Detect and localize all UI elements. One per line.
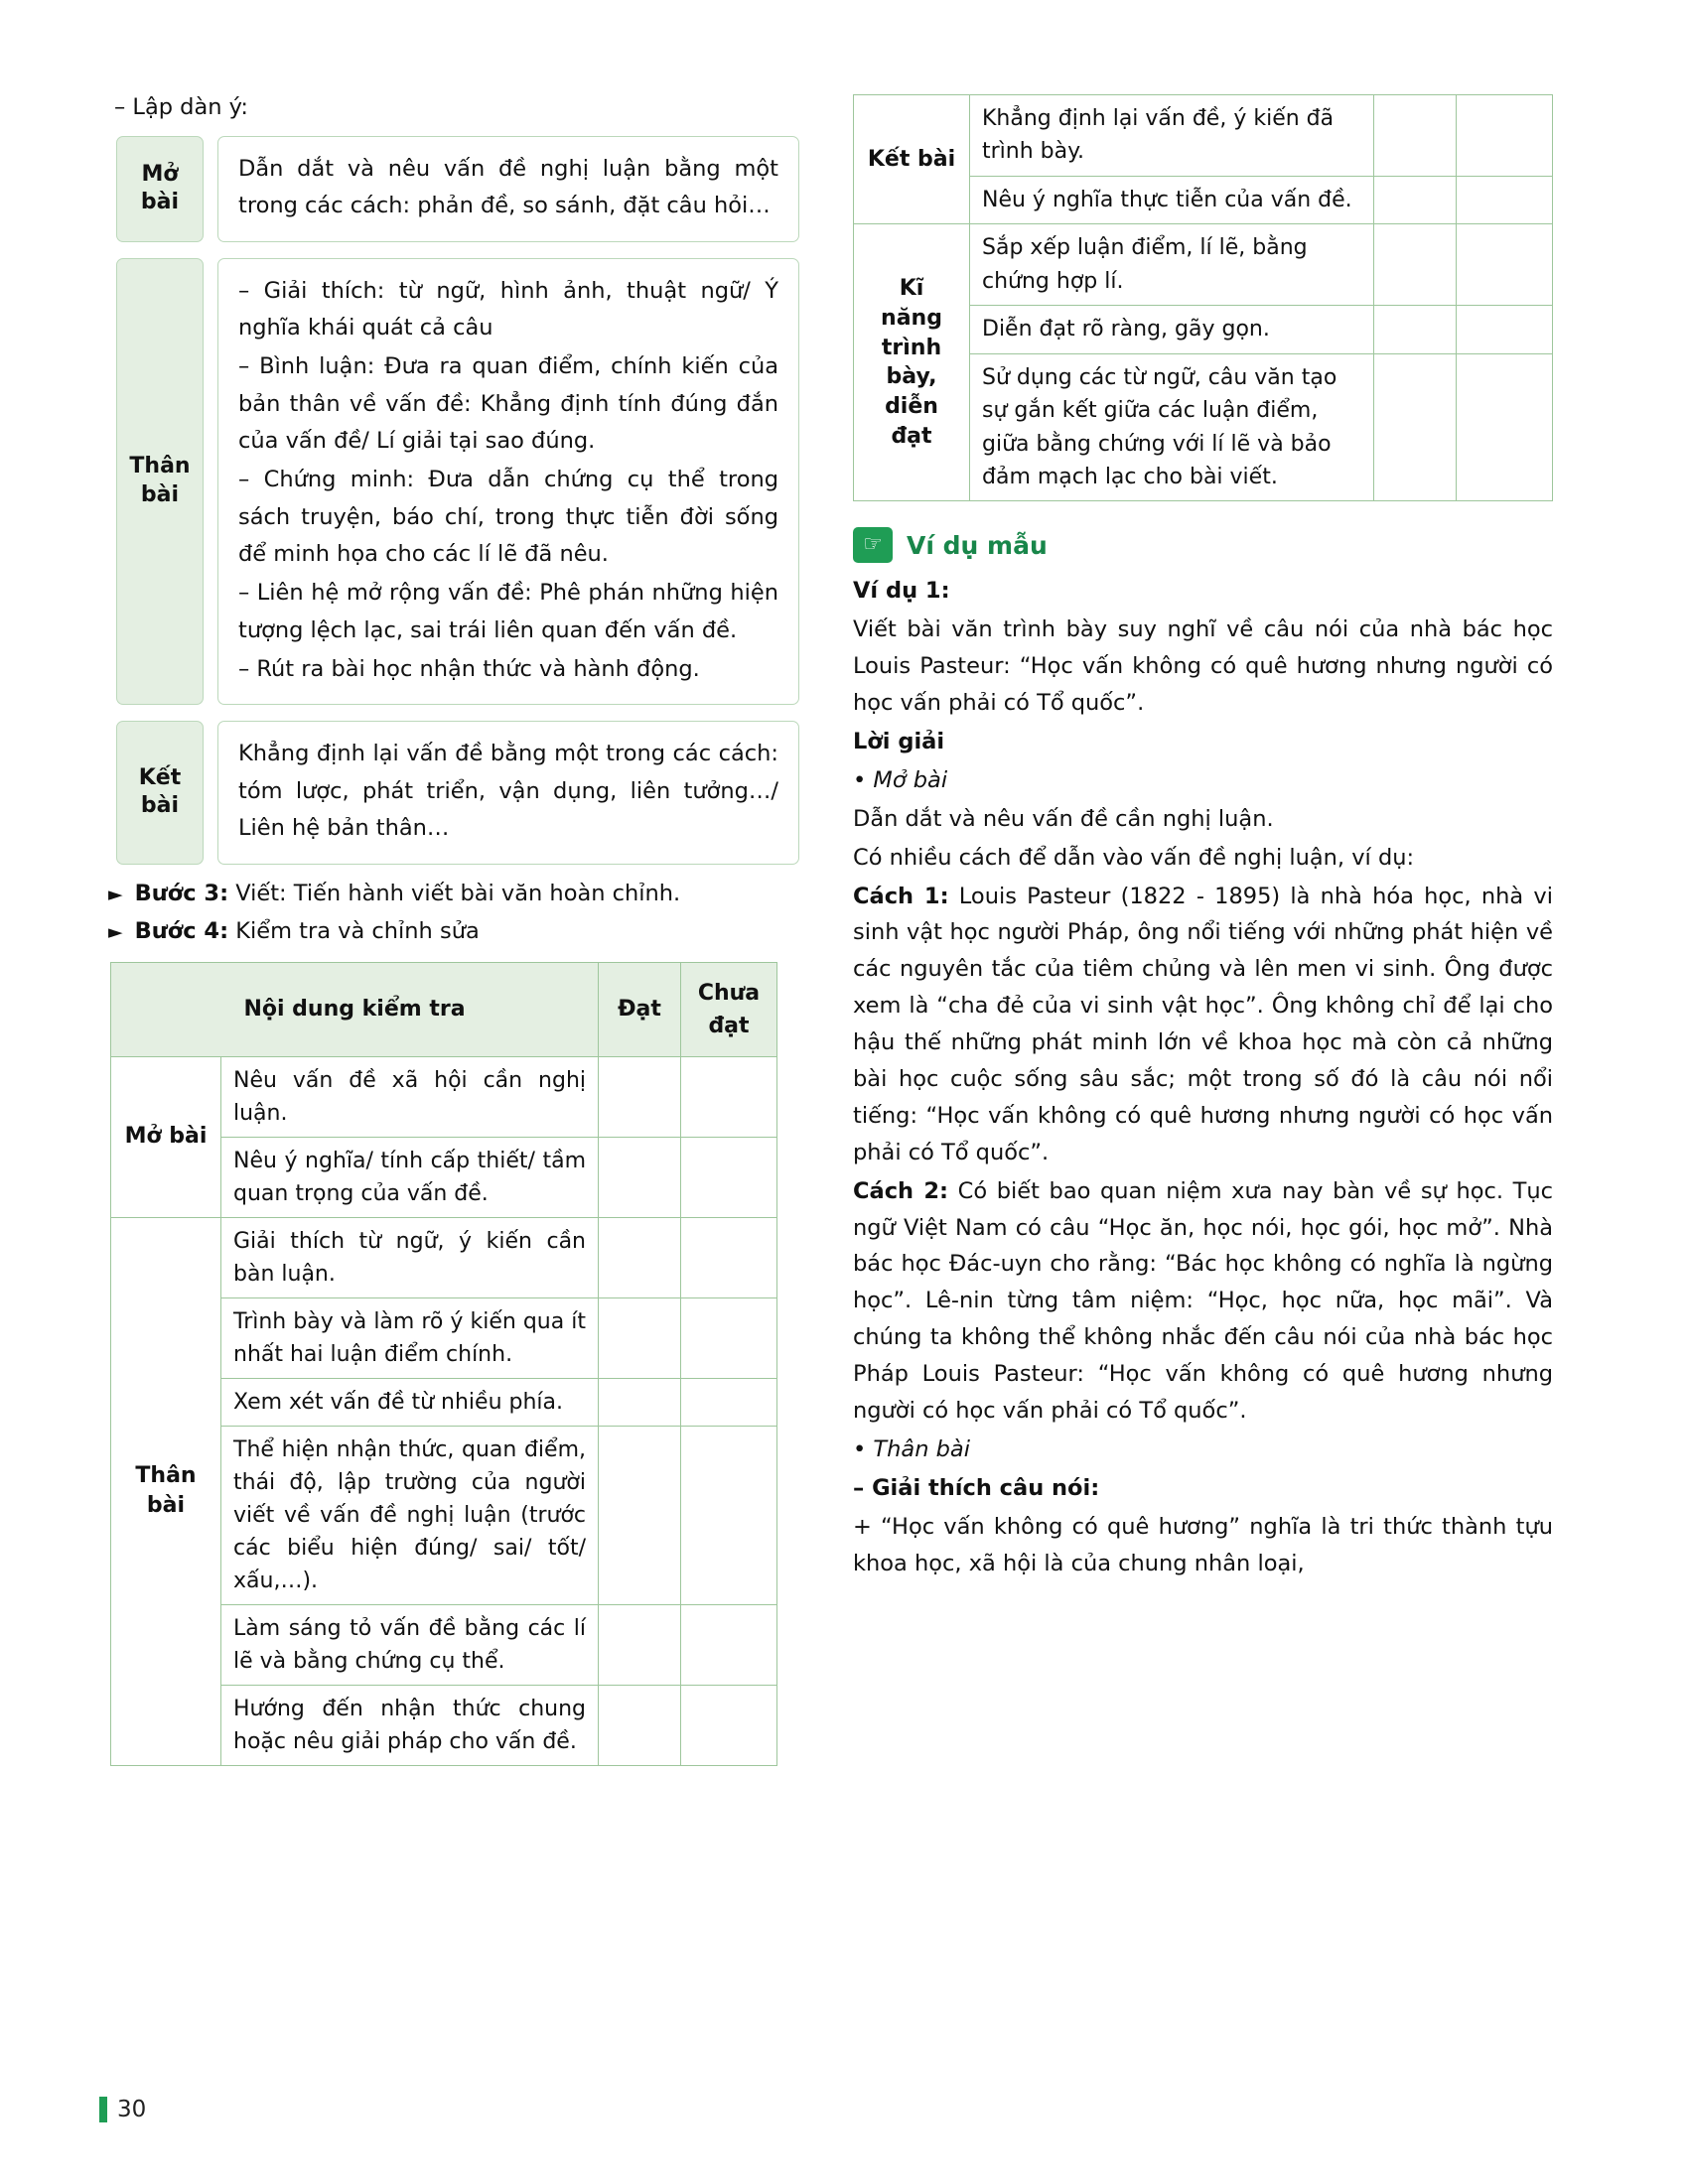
step-4 — [104, 918, 799, 944]
checkbox-fail[interactable] — [1457, 306, 1553, 353]
approach-2-text: Có biết bao quan niệm xưa nay bàn về sự học. Tục ngữ Việt Nam có câu “Học ăn, học nói, học gói, học mở”. Nhà bác học Đác-uyn cho rằng: “Bác học không có nghĩa là ngừng học”. Lê-nin từng tâm niệm: “Học, học nữa, học mãi”. Và chúng ta không thể không nhắc đến câu nói của nhà bác học Pháp Louis Pasteur: “Học vấn không có quê hương nhưng người có học vấn phải có Tổ quốc”. — [853, 1177, 1553, 1424]
outline-line: – Bình luận: Đưa ra quan điểm, chính kiến của bản thân về vấn đề: Khẳng định tính đúng đắn của vấn đề/ Lí giải tại sao đúng. — [238, 353, 778, 455]
outline-line: – Rút ra bài học nhận thức và hành động. — [238, 656, 700, 683]
page-number-value: 30 — [117, 2097, 147, 2122]
triangle-bullet-icon: ► — [108, 883, 123, 905]
approach-2-label: Cách 2: — [853, 1177, 949, 1204]
criteria-table — [853, 94, 1553, 501]
criteria-item: Sử dụng các từ ngữ, câu văn tạo sự gắn kết giữa các luận điểm, giữa bằng chứng với lí lẽ và bảo đảm mạch lạc cho bài viết. — [970, 353, 1374, 501]
checkbox-pass[interactable] — [599, 1685, 681, 1765]
outline-row-body — [116, 258, 799, 706]
example-1-prompt: Viết bài văn trình bày suy nghĩ về câu nói của nhà bác học Louis Pasteur: “Học vấn không có quê hương nhưng người có học vấn phải có Tổ quốc”. — [853, 616, 1553, 717]
outline-label-conclusion: Kết bài — [116, 721, 204, 864]
outline-line: – Liên hệ mở rộng vấn đề: Phê phán những hiện tượng lệch lạc, sai trái liên quan đến vấn đề. — [238, 580, 778, 643]
checkbox-fail[interactable] — [681, 1685, 777, 1765]
checkbox-pass[interactable] — [599, 1297, 681, 1378]
checkbox-fail[interactable] — [1457, 224, 1553, 306]
checklist-item: Hướng đến nhận thức chung hoặc nêu giải pháp cho vấn đề. — [221, 1685, 599, 1765]
criteria-item: Nêu ý nghĩa thực tiễn của vấn đề. — [970, 176, 1374, 223]
checklist-table — [110, 962, 777, 1766]
explain-quote-label: – Giải thích câu nói: — [853, 1474, 1100, 1501]
essay-outline — [116, 136, 799, 865]
outline-body-body — [217, 258, 799, 706]
checkbox-pass[interactable] — [599, 1378, 681, 1426]
outline-label-opening: Mở bài — [116, 136, 204, 242]
outline-line: Dẫn dắt và nêu vấn đề nghị luận bằng một trong các cách: phản đề, so sánh, đặt câu hỏi… — [238, 156, 778, 219]
step-3-text: Viết: Tiến hành viết bài văn hoàn chỉnh. — [228, 880, 681, 906]
checkbox-pass[interactable] — [599, 1217, 681, 1297]
checklist-section-body: Thân bài — [111, 1217, 221, 1765]
lesson-lead-text: – Lập dàn ý: — [114, 94, 248, 120]
explain-quote-text: + “Học vấn không có quê hương” nghĩa là tri thức thành tựu khoa học, xã hội là của chung nhân loại, — [853, 1513, 1553, 1576]
checklist-item: Giải thích từ ngữ, ý kiến cần bàn luận. — [221, 1217, 599, 1297]
checkbox-fail[interactable] — [681, 1056, 777, 1137]
table-row — [854, 95, 1553, 177]
checkbox-fail[interactable] — [681, 1604, 777, 1685]
approach-1-text: Louis Pasteur (1822 - 1895) là nhà hóa học, nhà vi sinh vật học người Pháp, ông nổi tiếng với những phát hiện về các nguyên tắc của tiêm chủng và lên men vi sinh. Ông được xem là “cha đẻ của vi sinh vật học”. Ông không chỉ để lại cho hậu thế những phát minh lớn về khoa học mà còn cả những bài học cuộc sống sâu sắc; một trong số đó là câu nói nổi tiếng: “Học vấn không có quê hương nhưng người có học vấn phải có Tổ quốc”. — [853, 883, 1553, 1165]
checklist-item: Nêu ý nghĩa/ tính cấp thiết/ tầm quan trọng của vấn đề. — [221, 1137, 599, 1217]
table-row — [854, 224, 1553, 306]
criteria-item: Sắp xếp luận điểm, lí lẽ, bằng chứng hợp lí. — [970, 224, 1374, 306]
outline-label-body: Thân bài — [116, 258, 204, 706]
checkbox-fail[interactable] — [681, 1137, 777, 1217]
checklist-section-opening: Mở bài — [111, 1056, 221, 1217]
approach-2 — [853, 1173, 1553, 1430]
example-section-heading — [853, 527, 1553, 563]
checklist-item: Nêu vấn đề xã hội cần nghị luận. — [221, 1056, 599, 1137]
step-3 — [104, 881, 799, 906]
table-row — [111, 1217, 777, 1297]
checklist-header-row — [111, 962, 777, 1056]
checkbox-fail[interactable] — [681, 1378, 777, 1426]
checkbox-pass[interactable] — [1374, 176, 1457, 223]
right-column — [853, 94, 1553, 1581]
checklist-item: Xem xét vấn đề từ nhiều phía. — [221, 1378, 599, 1426]
solution-opening-label: • Mở bài — [853, 766, 948, 793]
criteria-item: Khẳng định lại vấn đề, ý kiến đã trình bày. — [970, 95, 1374, 177]
page-number — [99, 2097, 146, 2122]
triangle-bullet-icon: ► — [108, 920, 123, 943]
outline-row-conclusion — [116, 721, 799, 864]
step-3-label: Bước 3: — [134, 880, 229, 906]
step-4-label: Bước 4: — [134, 917, 229, 944]
criteria-section-skills: Kĩ năng trình bày, diễn đạt — [854, 224, 970, 501]
pointing-hand-icon: ☞ — [853, 527, 893, 563]
outline-line: Khẳng định lại vấn đề bằng một trong các cách: tóm lược, phát triển, vận dụng, liên tưởng…/ Liên hệ bản thân… — [238, 741, 778, 842]
checkbox-fail[interactable] — [681, 1217, 777, 1297]
step-4-text: Kiểm tra và chỉnh sửa — [228, 917, 480, 944]
approach-1 — [853, 879, 1553, 1171]
checkbox-fail[interactable] — [1457, 95, 1553, 177]
solution-label: Lời giải — [853, 728, 945, 754]
outline-body-opening — [217, 136, 799, 242]
checkbox-pass[interactable] — [1374, 353, 1457, 501]
criteria-section-conclusion: Kết bài — [854, 95, 970, 224]
checkbox-pass[interactable] — [1374, 95, 1457, 177]
left-column — [104, 94, 799, 1766]
checklist-item: Trình bày và làm rõ ý kiến qua ít nhất hai luận điểm chính. — [221, 1297, 599, 1378]
checkbox-pass[interactable] — [599, 1137, 681, 1217]
checkbox-fail[interactable] — [681, 1426, 777, 1604]
checkbox-pass[interactable] — [1374, 224, 1457, 306]
checklist-item: Thể hiện nhận thức, quan điểm, thái độ, lập trường của người viết về vấn đề nghị luận (trước các biểu hiện đúng/ sai/ tốt/ xấu,…). — [221, 1426, 599, 1604]
checkbox-pass[interactable] — [599, 1604, 681, 1685]
checkbox-pass[interactable] — [599, 1426, 681, 1604]
approach-1-label: Cách 1: — [853, 883, 949, 909]
checkbox-fail[interactable] — [681, 1297, 777, 1378]
outline-line: – Chứng minh: Đưa dẫn chứng cụ thể trong sách truyện, báo chí, trong thực tiễn đời sống để minh họa cho các lí lẽ đã nêu. — [238, 467, 778, 568]
table-row — [111, 1056, 777, 1137]
example-section-title: Ví dụ mẫu — [907, 530, 1048, 560]
outline-line: – Giải thích: từ ngữ, hình ảnh, thuật ngữ/ Ý nghĩa khái quát cả câu — [238, 277, 778, 341]
checklist-header-content: Nội dung kiểm tra — [111, 962, 599, 1056]
outline-row-opening — [116, 136, 799, 242]
checkbox-fail[interactable] — [1457, 176, 1553, 223]
checkbox-fail[interactable] — [1457, 353, 1553, 501]
checkbox-pass[interactable] — [599, 1056, 681, 1137]
page-number-bar-icon — [99, 2097, 107, 2122]
checklist-header-fail: Chưa đạt — [681, 962, 777, 1056]
checklist-item: Làm sáng tỏ vấn đề bằng các lí lẽ và bằng chứng cụ thể. — [221, 1604, 599, 1685]
outline-body-conclusion — [217, 721, 799, 864]
example-1-title: Ví dụ 1: — [853, 578, 950, 605]
solution-body-label: • Thân bài — [853, 1435, 970, 1462]
checklist-header-pass: Đạt — [599, 962, 681, 1056]
solution-opening-line-2: Có nhiều cách để dẫn vào vấn đề nghị luận, ví dụ: — [853, 844, 1415, 871]
solution-opening-line-1: Dẫn dắt và nêu vấn đề cần nghị luận. — [853, 805, 1274, 832]
criteria-item: Diễn đạt rõ ràng, gãy gọn. — [970, 306, 1374, 353]
two-column-layout — [104, 94, 1569, 1766]
checkbox-pass[interactable] — [1374, 306, 1457, 353]
